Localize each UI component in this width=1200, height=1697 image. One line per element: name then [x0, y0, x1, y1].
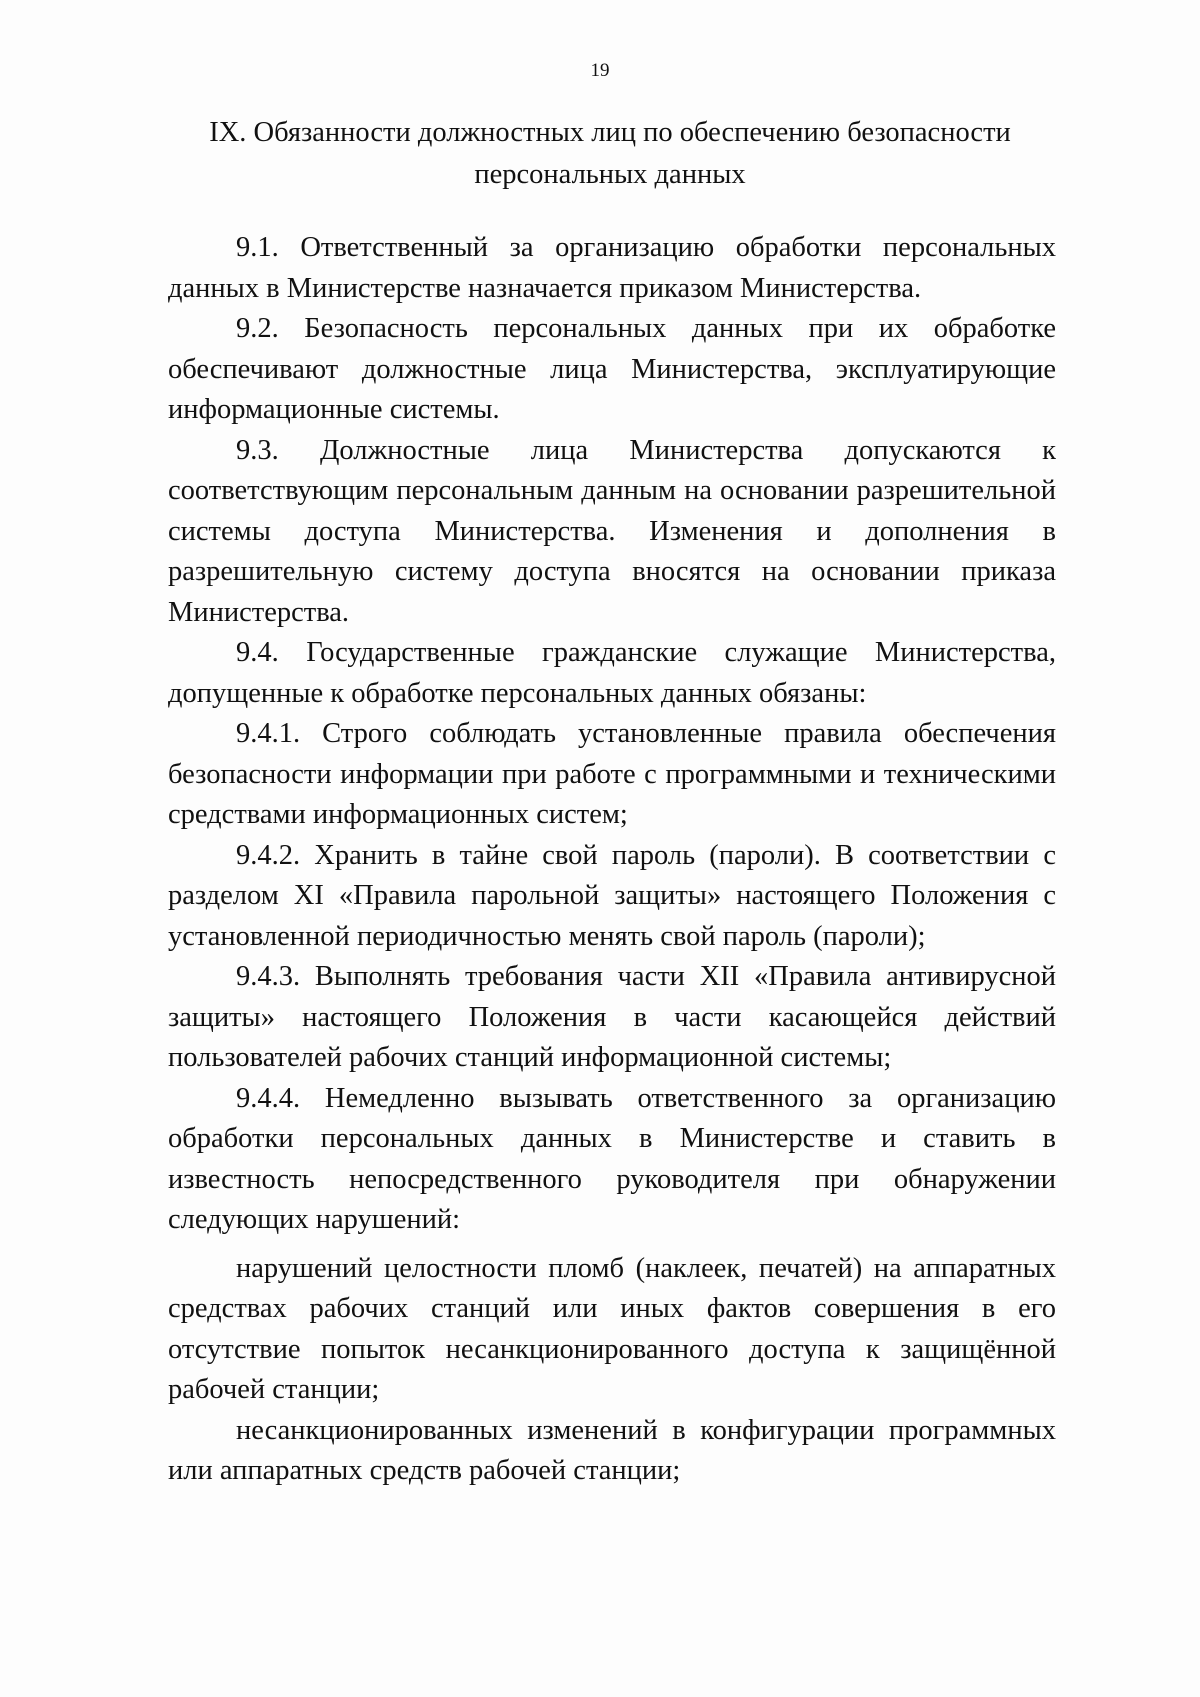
paragraph-9-3: 9.3. Должностные лица Министерства допускаются к соответствующим персональным данным на основании разрешительной системы доступа Министерства. Изменения и дополнения в разрешительную систему доступа вносятся на основании приказа Министерства.	[168, 434, 1056, 628]
paragraph-9-4-3: 9.4.3. Выполнять требования части XII «Правила антивирусной защиты» настоящего Положения в части касающейся действий пользователей рабочих станций информационной системы;	[168, 961, 1056, 1073]
paragraph-9-2: 9.2. Безопасность персональных данных при их обработке обеспечивают должностные лица Министерства, эксплуатирующие информационные системы.	[168, 313, 1056, 425]
section-heading: IX. Обязанности должностных лиц по обеспечению безопасности персональных данных	[209, 117, 1011, 190]
page-number: 19	[590, 60, 610, 81]
violation-list-item: нарушений целостности пломб (наклеек, печатей) на аппаратных средствах рабочих станций или иных фактов совершения в его отсутствие попыток несанкционированного доступа к защищённой рабочей станции;	[168, 1252, 1056, 1405]
paragraph-9-4-4: 9.4.4. Немедленно вызывать ответственного за организацию обработки персональных данных в Министерстве и ставить в известность непосредственного руководителя при обнаружении следующих нарушений:	[168, 1082, 1056, 1235]
paragraph-9-4-2: 9.4.2. Хранить в тайне свой пароль (пароли). В соответствии с разделом XI «Правила парольной защиты» настоящего Положения с установленной периодичностью менять свой пароль (пароли);	[168, 839, 1056, 952]
paragraph-9-4-1: 9.4.1. Строго соблюдать установленные правила обеспечения безопасности информации при работе с программными и техническими средствами информационных систем;	[168, 718, 1056, 830]
spacer	[168, 1241, 1056, 1249]
paragraph-9-1: 9.1. Ответственный за организацию обработки персональных данных в Министерстве назначается приказом Министерства.	[168, 232, 1056, 304]
violation-list-item: несанкционированных изменений в конфигурации программных или аппаратных средств рабочей станции;	[168, 1414, 1056, 1486]
paragraph-9-4: 9.4. Государственные гражданские служащие Министерства, допущенные к обработке персональных данных обязаны:	[168, 637, 1056, 709]
document-body	[168, 228, 1056, 1492]
